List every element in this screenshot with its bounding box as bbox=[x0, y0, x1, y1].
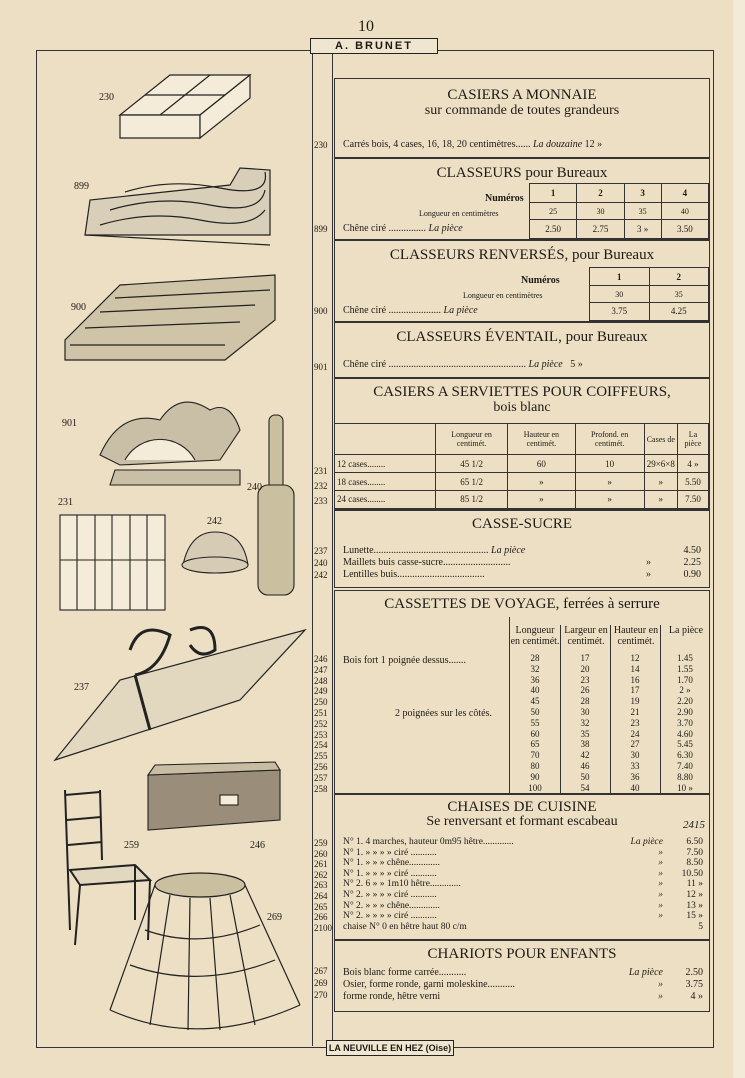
len-3: 35 bbox=[624, 202, 661, 219]
chaise-item: N° 2. 6 » » 1m10 hêtre............. bbox=[343, 879, 461, 890]
chaise-item: N° 2. » » » chêne............. bbox=[343, 900, 440, 911]
cassette-hauteur: 17 bbox=[630, 685, 640, 696]
section-subtitle: sur commande de toutes grandeurs bbox=[424, 103, 620, 118]
ref-chaise: 266 bbox=[314, 912, 328, 923]
section-casse-sucre bbox=[334, 510, 710, 588]
ref-chaise: 265 bbox=[314, 901, 328, 912]
section-classeurs bbox=[334, 158, 710, 240]
col-2: 2 bbox=[577, 184, 624, 203]
cassette-hauteur: 16 bbox=[630, 674, 640, 685]
fan-sorter-illustration bbox=[100, 402, 240, 485]
cassette-hauteur: 24 bbox=[630, 728, 640, 739]
head-largeur: Largeur en centimét. bbox=[560, 625, 611, 793]
cassette-largeur: 20 bbox=[580, 663, 590, 674]
section-title: CASSE-SUCRE bbox=[471, 516, 573, 532]
blank-head bbox=[335, 424, 436, 455]
ref-chaise: 2100 bbox=[314, 922, 332, 933]
longueur-label: Longueur en centimètres bbox=[463, 291, 543, 300]
brand-label: A. BRUNET bbox=[310, 38, 438, 54]
cassette-hauteur: 36 bbox=[630, 771, 640, 782]
cassette-longueur: 80 bbox=[530, 761, 540, 771]
col-2: 2 bbox=[649, 268, 709, 286]
len-1: 25 bbox=[530, 202, 577, 219]
chaise-item: chaise N° 0 en hêtre haut 80 c/m bbox=[343, 921, 467, 932]
longueur-label: Longueur en centimètres bbox=[419, 209, 499, 218]
col-1: 1 bbox=[530, 184, 577, 203]
handwritten-note: 2415 bbox=[683, 819, 705, 831]
cell: 7.50 bbox=[677, 490, 708, 508]
section-casiers-serviettes bbox=[334, 378, 710, 510]
chariot-price: 4 » bbox=[690, 991, 703, 1002]
fig-240: 240 bbox=[247, 482, 262, 493]
serviettes-table bbox=[335, 423, 709, 509]
item-unit: La douzaine bbox=[532, 139, 583, 150]
cell: 4 » bbox=[677, 455, 708, 473]
cassette-price: 10 » bbox=[677, 782, 693, 793]
item-line bbox=[343, 139, 701, 150]
chaise-item: N° 1. » » » » ciré ........... bbox=[343, 847, 437, 858]
len-4: 40 bbox=[661, 202, 708, 219]
chaise-price: 11 » bbox=[686, 879, 703, 890]
chaise-unit: » bbox=[658, 900, 663, 911]
cassette-largeur: 38 bbox=[580, 739, 590, 750]
cassette-hauteur: 23 bbox=[630, 717, 640, 728]
item-unit: La pièce bbox=[428, 223, 463, 234]
sugar-lens-illustration bbox=[182, 532, 248, 573]
chariot-unit: » bbox=[658, 979, 663, 990]
cassette-price: 1.70 bbox=[677, 674, 693, 685]
cassette-largeur: 35 bbox=[580, 728, 590, 739]
section-subtitle: Se renversant et formant escabeau bbox=[426, 814, 618, 829]
chaise-item: N° 1. » » » chêne............. bbox=[343, 858, 440, 869]
section-title: CASSETTES DE VOYAGE, ferrées à serrure bbox=[384, 596, 660, 612]
ref-chariot: 267 bbox=[314, 966, 328, 976]
ref-chariot: 270 bbox=[314, 990, 328, 1000]
ref-cassette: 254 bbox=[314, 740, 328, 751]
fig-231: 231 bbox=[58, 497, 73, 508]
chariot-item: Osier, forme ronde, garni moleskine........... bbox=[343, 979, 516, 990]
head-hauteur: Hauteur en centimét. bbox=[508, 424, 575, 455]
ref-cassette: 247 bbox=[314, 664, 328, 675]
fig-901: 901 bbox=[62, 418, 77, 429]
cassettes-columns bbox=[509, 617, 710, 793]
chaise-price: 7.50 bbox=[686, 847, 703, 858]
chariot-unit: La pièce bbox=[628, 967, 663, 978]
ref-cassette: 255 bbox=[314, 751, 328, 762]
item-price: 5 » bbox=[570, 359, 583, 370]
kitchen-chair-illustration bbox=[65, 790, 150, 945]
fig-269: 269 bbox=[267, 912, 282, 923]
ref-232: 232 bbox=[314, 481, 328, 491]
row-item: 18 cases........ bbox=[335, 473, 436, 491]
price-4: 3.50 bbox=[661, 220, 708, 239]
chaise-unit: » bbox=[658, 879, 663, 890]
col-3: 3 bbox=[624, 184, 661, 203]
item-desc: Maillets buis casse-sucre bbox=[343, 557, 443, 568]
chariot-price: 3.75 bbox=[685, 979, 703, 990]
ref-233: 233 bbox=[314, 496, 328, 506]
ref-chaise: 263 bbox=[314, 880, 328, 891]
item-price: 12 » bbox=[584, 139, 603, 150]
ref-230: 230 bbox=[314, 140, 328, 150]
chaise-price: 15 » bbox=[686, 911, 703, 922]
chaise-price: 10.50 bbox=[681, 868, 703, 879]
chaise-unit: » bbox=[658, 847, 663, 858]
cassette-hauteur: 19 bbox=[630, 696, 640, 707]
ref-cassette: 251 bbox=[314, 708, 328, 718]
cell: 65 1/2 bbox=[436, 473, 508, 491]
cassette-longueur: 60 bbox=[530, 728, 540, 739]
ref-chaise: 260 bbox=[314, 848, 328, 859]
ref-chaise: 264 bbox=[314, 891, 328, 901]
cassette-price: 5.45 bbox=[677, 739, 693, 750]
item-line: Lunette.............................................. La pièce 4.50 bbox=[343, 545, 701, 556]
ref-237: 237 bbox=[314, 546, 328, 556]
row-item: 24 cases........ bbox=[335, 490, 436, 508]
ref-cassette: 248 bbox=[314, 675, 328, 686]
item-desc: Chêne ciré bbox=[343, 359, 387, 370]
section-chariots bbox=[334, 940, 710, 1012]
cassette-longueur: 28 bbox=[530, 653, 540, 663]
cell: » bbox=[575, 490, 644, 508]
chaise-price: 12 » bbox=[686, 890, 703, 900]
item-line: Chêne ciré ..................... La pièce bbox=[343, 305, 478, 316]
item-price: 2.25 bbox=[683, 557, 701, 568]
ref-242: 242 bbox=[314, 570, 328, 580]
ref-cassette: 258 bbox=[314, 783, 328, 794]
ref-cassette: 249 bbox=[314, 686, 328, 697]
cassette-price: 3.70 bbox=[677, 717, 693, 728]
head-longueur: Longueur en centimét. bbox=[436, 424, 508, 455]
fig-259: 259 bbox=[124, 840, 139, 851]
cassette-price: 2.90 bbox=[677, 707, 693, 717]
len-1: 30 bbox=[590, 286, 650, 303]
item-line: Chêne ciré ............... La pièce bbox=[343, 223, 463, 234]
ref-chariot: 269 bbox=[314, 978, 328, 988]
cell: 5.50 bbox=[677, 473, 708, 491]
price-2: 2.75 bbox=[577, 220, 624, 239]
ref-901: 901 bbox=[314, 362, 328, 372]
chaise-price: 6.50 bbox=[686, 837, 703, 847]
head-longueur: Longueur en centimét. bbox=[510, 625, 560, 647]
item-price: 0.90 bbox=[683, 569, 701, 580]
ref-cassette: 252 bbox=[314, 718, 328, 729]
item-line: Lentilles buis................................... » 0.90 bbox=[343, 569, 701, 580]
head-hauteur: Hauteur en centimét. bbox=[610, 625, 661, 793]
item-unit: » bbox=[646, 557, 651, 568]
cell: » bbox=[575, 473, 644, 491]
fig-242: 242 bbox=[207, 516, 222, 527]
ref-cassette: 250 bbox=[314, 697, 328, 708]
col-1: 1 bbox=[590, 268, 650, 286]
chaise-price: 13 » bbox=[686, 900, 703, 911]
section-cassettes bbox=[334, 590, 710, 794]
chariot-item: forme ronde, hêtre verni bbox=[343, 991, 441, 1002]
chaise-unit: » bbox=[658, 868, 663, 879]
cell: 85 1/2 bbox=[436, 490, 508, 508]
ref-cassette: 256 bbox=[314, 762, 328, 772]
len-2: 35 bbox=[649, 286, 709, 303]
cassette-price: 6.30 bbox=[677, 750, 693, 761]
cassette-largeur: 23 bbox=[580, 674, 590, 685]
cassette-price: 8.80 bbox=[677, 771, 693, 782]
section-title: CLASSEURS ÉVENTAIL, pour Bureaux bbox=[396, 329, 648, 345]
cassette-hauteur: 30 bbox=[630, 750, 640, 761]
section-title: CASIERS A MONNAIE bbox=[447, 87, 597, 103]
item-desc: Lunette bbox=[343, 545, 374, 556]
cassette-price: 2.20 bbox=[677, 696, 693, 707]
item-unit: La pièce bbox=[443, 305, 478, 316]
row-item: 12 cases........ bbox=[335, 455, 436, 473]
chaise-item: N° 1. » » » » ciré ........... bbox=[343, 868, 437, 879]
price-1: 2.50 bbox=[530, 220, 577, 239]
cassette-largeur: 42 bbox=[580, 750, 590, 761]
price-3: 3 » bbox=[624, 220, 661, 239]
cassette-largeur: 17 bbox=[580, 653, 590, 663]
ref-cassette: 257 bbox=[314, 772, 328, 783]
cassette-price: 1.55 bbox=[677, 663, 693, 674]
item-desc: Chêne ciré bbox=[343, 223, 387, 234]
classeurs-table bbox=[529, 183, 709, 239]
section-title: CLASSEURS pour Bureaux bbox=[436, 165, 608, 181]
mallet-illustration bbox=[258, 415, 294, 595]
travel-box-illustration bbox=[148, 762, 280, 830]
item-line: Chêne ciré ....................................................... La pièce 5 » bbox=[343, 359, 583, 370]
desk-sorter-illustration bbox=[85, 168, 270, 245]
fig-237: 237 bbox=[74, 682, 89, 693]
cell: » bbox=[508, 473, 575, 491]
price-2: 4.25 bbox=[649, 302, 709, 320]
renverses-table bbox=[589, 267, 709, 321]
cassette-longueur: 36 bbox=[530, 674, 540, 685]
cell: 60 bbox=[508, 455, 575, 473]
cassette-largeur: 26 bbox=[580, 685, 590, 696]
section-casiers-monnaie bbox=[334, 78, 710, 158]
section-subtitle: bois blanc bbox=[493, 400, 551, 415]
head-piece: La pièce bbox=[660, 625, 711, 793]
child-walker-illustration bbox=[110, 873, 300, 1030]
cassette-longueur: 40 bbox=[530, 685, 540, 696]
len-2: 30 bbox=[577, 202, 624, 219]
price-1: 3.75 bbox=[590, 302, 650, 320]
item-line: Maillets buis casse-sucre........................... » 2.25 bbox=[343, 557, 701, 568]
cassette-longueur: 45 bbox=[530, 696, 540, 707]
chaise-item: N° 1. 4 marches, hauteur 0m95 hêtre............. bbox=[343, 837, 514, 847]
fig-900: 900 bbox=[71, 302, 86, 313]
cassette-longueur: 55 bbox=[530, 717, 540, 728]
cassette-longueur: 32 bbox=[530, 663, 540, 674]
page-edge bbox=[733, 0, 745, 1078]
cell: 10 bbox=[575, 455, 644, 473]
money-tray-illustration bbox=[120, 75, 250, 138]
cell: 45 1/2 bbox=[436, 455, 508, 473]
fig-230: 230 bbox=[99, 92, 114, 103]
page-number: 10 bbox=[358, 18, 374, 35]
cell: » bbox=[644, 490, 677, 508]
cassette-longueur: 90 bbox=[530, 771, 540, 782]
section-classeurs-eventail bbox=[334, 322, 710, 378]
cassette-largeur: 46 bbox=[580, 761, 590, 771]
cassette-hauteur: 33 bbox=[630, 761, 640, 771]
desc-line-1: Bois fort 1 poignée dessus....... bbox=[343, 655, 467, 666]
cassette-largeur: 28 bbox=[580, 696, 590, 707]
ref-231: 231 bbox=[314, 466, 328, 476]
step-sorter-illustration bbox=[65, 275, 275, 360]
cassette-largeur: 30 bbox=[580, 707, 590, 717]
sugar-tray-illustration bbox=[55, 628, 305, 761]
cassette-longueur: 100 bbox=[528, 782, 542, 793]
cassette-price: 2 » bbox=[679, 685, 691, 696]
ref-240: 240 bbox=[314, 558, 328, 568]
illustration-column bbox=[40, 60, 310, 1040]
chaise-item: N° 2. » » » » ciré ........... bbox=[343, 911, 437, 922]
chaise-price: 5 bbox=[698, 921, 703, 932]
footer-label: LA NEUVILLE EN HEZ (Oise) bbox=[326, 1040, 454, 1056]
section-title: CASIERS A SERVIETTES POUR COIFFEURS, bbox=[373, 384, 671, 400]
item-unit: » bbox=[646, 569, 651, 580]
cassette-largeur: 50 bbox=[580, 771, 590, 782]
cell: » bbox=[508, 490, 575, 508]
ref-cassette: 246 bbox=[314, 654, 328, 664]
chaise-item: N° 2. » » » » ciré ........... bbox=[343, 890, 437, 900]
cassette-price: 4.60 bbox=[677, 728, 693, 739]
fig-246: 246 bbox=[250, 840, 265, 851]
col-4: 4 bbox=[661, 184, 708, 203]
chaise-price: 8.50 bbox=[686, 858, 703, 869]
section-classeurs-renverses bbox=[334, 240, 710, 322]
section-title: CHAISES DE CUISINE bbox=[447, 799, 597, 815]
ref-899: 899 bbox=[314, 224, 328, 234]
ref-chaise: 259 bbox=[314, 838, 328, 848]
section-title: CHARIOTS POUR ENFANTS bbox=[427, 946, 617, 962]
numeros-label: Numéros bbox=[521, 275, 560, 286]
item-desc: Carrés bois, 4 cases, 16, 18, 20 centimètres...... bbox=[343, 139, 531, 150]
ref-chaise: 261 bbox=[314, 859, 328, 870]
chariot-item: Bois blanc forme carrée........... bbox=[343, 967, 467, 978]
chaise-unit: » bbox=[658, 911, 663, 922]
ref-900: 900 bbox=[314, 306, 328, 316]
head-profond: Profond. en centimét. bbox=[575, 424, 644, 455]
cassette-longueur: 50 bbox=[530, 707, 540, 717]
cassette-longueur: 70 bbox=[530, 750, 540, 761]
section-chaises bbox=[334, 794, 710, 940]
cassette-hauteur: 12 bbox=[630, 653, 640, 663]
towel-rack-illustration bbox=[60, 515, 165, 610]
section-title: CLASSEURS RENVERSÉS, pour Bureaux bbox=[389, 247, 655, 263]
item-unit: La pièce bbox=[528, 359, 563, 370]
cassette-largeur: 54 bbox=[580, 782, 590, 793]
chariot-unit: » bbox=[658, 991, 663, 1002]
item-desc: Lentilles buis bbox=[343, 569, 398, 580]
item-price: 4.50 bbox=[683, 545, 701, 556]
cassette-hauteur: 40 bbox=[630, 782, 640, 793]
head-cases: Cases de bbox=[644, 424, 677, 455]
ref-chaise: 262 bbox=[314, 869, 328, 880]
chaise-unit: La pièce bbox=[630, 837, 663, 847]
chaise-unit: » bbox=[658, 890, 663, 900]
cassette-hauteur: 27 bbox=[630, 739, 640, 750]
chariot-price: 2.50 bbox=[685, 967, 703, 978]
desc-line-2: 2 poignées sur les côtés. bbox=[395, 708, 492, 719]
cassette-largeur: 32 bbox=[580, 717, 590, 728]
cassette-longueur: 65 bbox=[530, 739, 540, 750]
numeros-label: Numéros bbox=[485, 193, 524, 204]
chaise-unit: » bbox=[658, 858, 663, 869]
cassette-hauteur: 21 bbox=[630, 707, 640, 717]
ref-cassette: 253 bbox=[314, 729, 328, 740]
item-desc: Chêne ciré bbox=[343, 305, 387, 316]
item-unit: La pièce bbox=[491, 545, 526, 556]
cassette-hauteur: 14 bbox=[630, 663, 640, 674]
cell: 29×6×8 bbox=[644, 455, 677, 473]
head-piece: La pièce bbox=[677, 424, 708, 455]
cell: » bbox=[644, 473, 677, 491]
cassette-price: 1.45 bbox=[677, 653, 693, 663]
fig-899: 899 bbox=[74, 181, 89, 192]
cassette-price: 7.40 bbox=[677, 761, 693, 771]
